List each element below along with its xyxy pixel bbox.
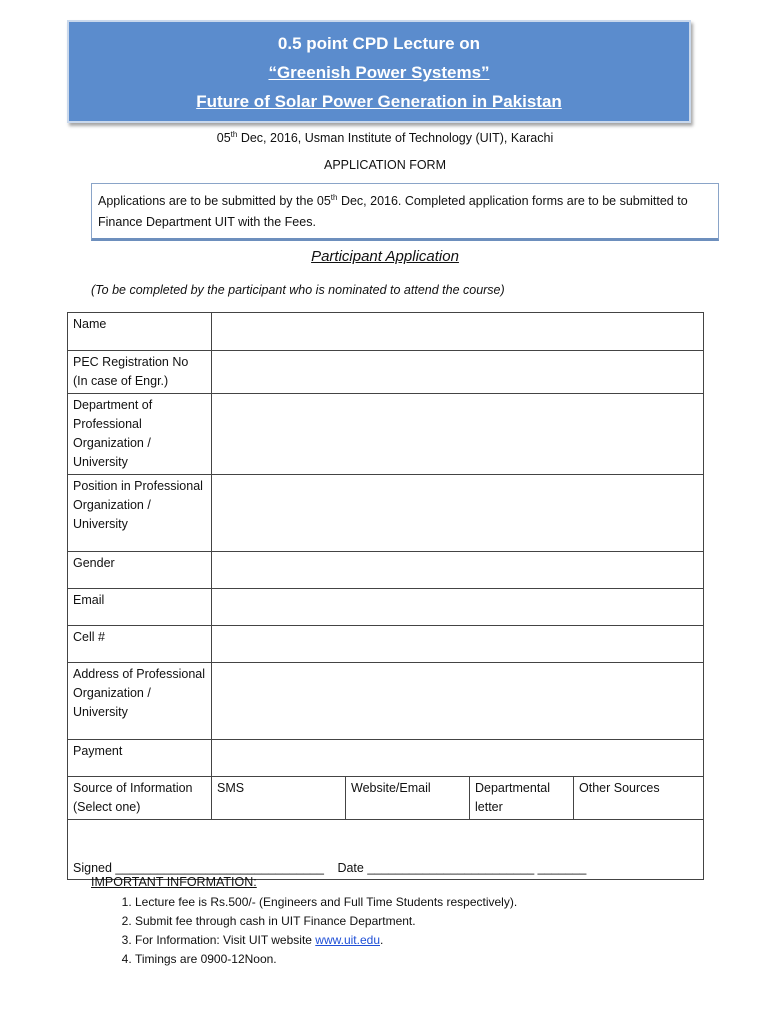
label-name: Name: [68, 313, 212, 351]
list-item: 1. Lecture fee is Rs.500/- (Engineers and Full Time Students respectively).: [135, 893, 517, 912]
name-field[interactable]: [212, 313, 704, 351]
payment-field[interactable]: [212, 740, 704, 777]
email-field[interactable]: [212, 589, 704, 626]
instruction-text: (To be completed by the participant who is nominated to attend the course): [91, 283, 505, 297]
department-field[interactable]: [212, 394, 704, 475]
uit-website-link[interactable]: www.uit.edu: [315, 933, 380, 947]
option-website-email[interactable]: Website/Email: [346, 777, 470, 820]
option-sms[interactable]: SMS: [212, 777, 346, 820]
label-position: Position in Professional Organization / University: [68, 475, 212, 552]
banner-line-3: Future of Solar Power Generation in Pakistan: [196, 92, 562, 111]
option-other-sources[interactable]: Other Sources: [574, 777, 704, 820]
address-field[interactable]: [212, 663, 704, 740]
event-info: 05th Dec, 2016, Usman Institute of Technology (UIT), Karachi: [216, 130, 554, 146]
header-banner: [67, 20, 691, 123]
position-field[interactable]: [212, 475, 704, 552]
cell-field[interactable]: [212, 626, 704, 663]
signature-row: [68, 820, 704, 880]
label-address: Address of Professional Organization / University: [68, 663, 212, 740]
list-item: 4. Timings are 0900-12Noon.: [135, 950, 517, 969]
application-table: [67, 312, 704, 880]
gender-field[interactable]: [212, 552, 704, 589]
list-item: 2. Submit fee through cash in UIT Finance Department.: [135, 912, 517, 931]
pec-field[interactable]: [212, 351, 704, 394]
important-list: [95, 893, 517, 969]
section-title: Participant Application: [311, 248, 459, 265]
label-pec: PEC Registration No (In case of Engr.): [68, 351, 212, 394]
form-title: APPLICATION FORM: [323, 158, 446, 172]
banner-line-1: 0.5 point CPD Lecture on: [277, 34, 481, 53]
label-cell: Cell #: [68, 626, 212, 663]
signed-line[interactable]: Signed ______________________________: [73, 861, 324, 875]
important-heading: IMPORTANT INFORMATION:: [91, 875, 257, 889]
list-item: 3. For Information: Visit UIT website www.uit.edu.: [135, 931, 517, 950]
label-source: Source of Information (Select one): [68, 777, 212, 820]
option-departmental-letter[interactable]: Departmental letter: [470, 777, 574, 820]
label-payment: Payment: [68, 740, 212, 777]
label-email: Email: [68, 589, 212, 626]
submission-notice: Applications are to be submitted by the 05th Dec, 2016. Completed application forms are to be submitted to Finance Department UIT with the Fees.: [91, 183, 719, 241]
banner-line-2: “Greenish Power Systems”: [268, 63, 490, 82]
label-gender: Gender: [68, 552, 212, 589]
date-line[interactable]: Date ________________________ _______: [337, 861, 587, 875]
label-department: Department of Professional Organization / University: [68, 394, 212, 475]
